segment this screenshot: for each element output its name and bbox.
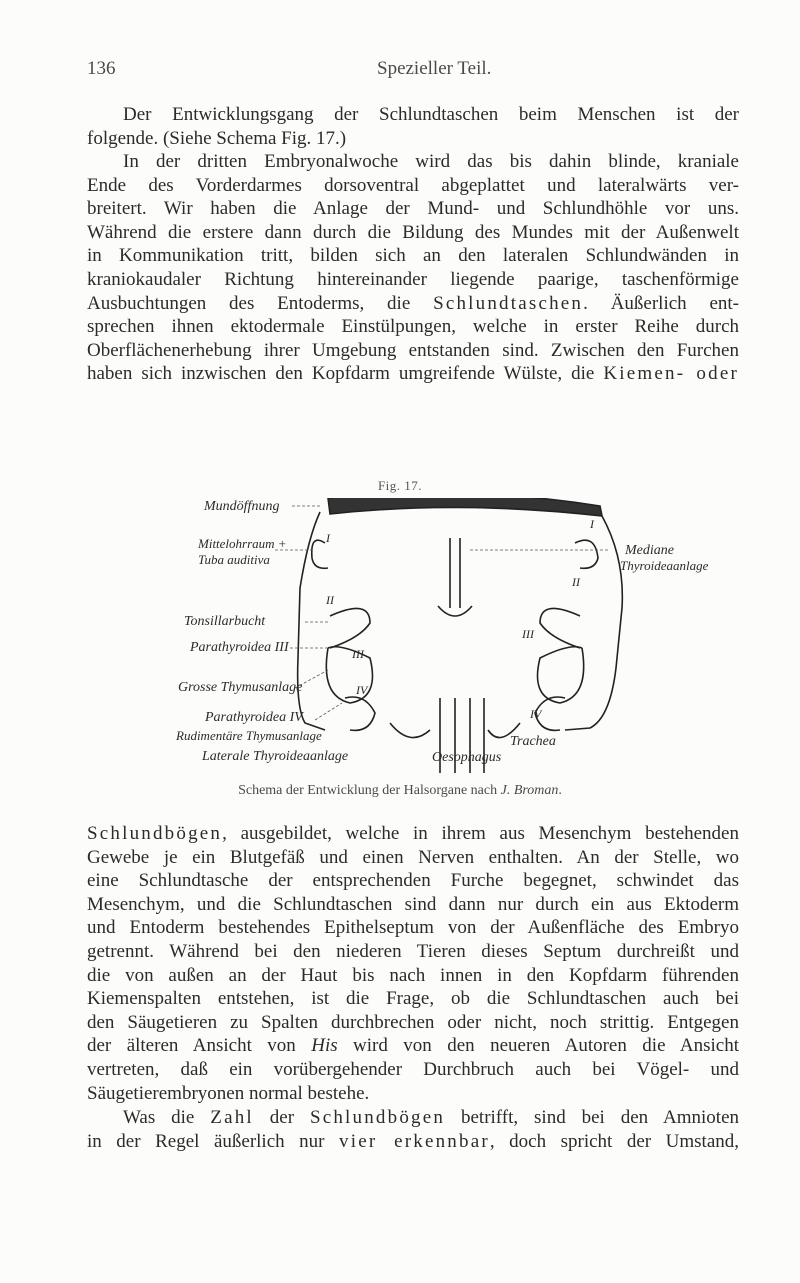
label-oesophagus: Oesophagus xyxy=(432,750,502,765)
paragraph-2 xyxy=(87,150,739,386)
emphasis-kiemen: Kiemen- oder xyxy=(603,363,739,385)
text-line: eine Schlundtasche der entsprechenden Furche begegnet, schwindet das xyxy=(87,870,739,892)
label-thyroideaanlage: Thyroideaanlage xyxy=(620,558,709,573)
emphasis-zahl: Zahl xyxy=(210,1107,254,1128)
text-line: in Kommunikation tritt, bilden sich an den lateralen Schlundwänden in xyxy=(87,245,739,267)
pouch-4-left xyxy=(345,697,375,730)
text-run: . Äußerlich ent- xyxy=(583,292,740,314)
text-line xyxy=(87,1130,739,1154)
thyroid-bulb xyxy=(438,606,472,616)
label-tonsillar: Tonsillarbucht xyxy=(184,614,266,629)
text-line: Ende des Vorderdarmes dorsoventral abgeplattet und lateralwärts ver- xyxy=(87,174,739,196)
text-line: sprechen ihnen ektodermale Einstülpungen, welche in erster Reihe durch xyxy=(87,316,739,338)
text-line: Gewebe je ein Blutgefäß und einen Nerven enthalten. An der Stelle, wo xyxy=(87,846,739,868)
text-line: den Säugetieren zu Spalten durchbrechen oder nicht, noch strittig. Entgegen xyxy=(87,1011,739,1033)
thyroid-stalk xyxy=(450,538,460,608)
text-line: die von außen an der Haut bis nach innen in den Kopfdarm führenden xyxy=(87,964,739,986)
text-run: haben sich inzwischen den Kopfdarm umgreifende Wülste, die xyxy=(87,363,604,385)
figure-number: Fig. 17. xyxy=(377,478,423,493)
label-parathyroidea-4: Parathyroidea IV xyxy=(205,710,303,725)
text-line: Kiemenspalten entstehen, ist die Frage, ob die Schlundtaschen auch bei xyxy=(87,988,739,1010)
text-line: Der Entwicklungsgang der Schlundtaschen beim Menschen ist der xyxy=(123,104,739,125)
label-mediane: Mediane xyxy=(625,543,674,558)
paragraph-1 xyxy=(87,103,739,150)
text-line: Während die erstere dann durch die Bildung des Mundes mit der Außenwelt xyxy=(87,221,739,243)
text-line: Oberflächenerhebung ihrer Umgebung entstanden sind. Zwischen den Furchen xyxy=(87,339,739,361)
text-line: breitert. Wir haben die Anlage der Mund- und Schlundhöhle vor uns. xyxy=(87,198,739,220)
running-head: Spezieller Teil. xyxy=(377,58,492,79)
text-line xyxy=(87,822,739,846)
text-run: , ausgebildet, welche in ihrem aus Mesenchym bestehenden xyxy=(222,823,739,844)
roman-1-right: I xyxy=(590,517,594,531)
label-rudimentaer: Rudimentäre Thymusanlage xyxy=(176,728,322,743)
mouth-opening-shape xyxy=(328,498,602,516)
emphasis-vier-erkennbar: vier erkennbar xyxy=(339,1130,490,1152)
roman-3: III xyxy=(352,647,364,661)
roman-3-right: III xyxy=(522,627,534,641)
label-tuba: Tuba auditiva xyxy=(198,552,270,567)
lateral-thyroid-left xyxy=(390,723,430,738)
label-thymus: Grosse Thymusanlage xyxy=(178,680,303,695)
pouch-2-right xyxy=(540,608,580,648)
text-line: getrennt. Während bei den niederen Tieren dieses Septum durchreißt und xyxy=(87,940,739,962)
pouch-1-right xyxy=(575,540,598,568)
foregut-left-wall xyxy=(298,512,325,730)
author-his: His xyxy=(311,1035,338,1057)
text-line: folgende. (Siehe Schema Fig. 17.) xyxy=(87,127,347,149)
text-run: betrifft, sind bei den Amnioten xyxy=(445,1107,740,1128)
paragraph-3 xyxy=(87,822,739,1105)
pouch-3-right xyxy=(538,647,584,703)
figure-diagram xyxy=(170,498,750,778)
label-trachea: Trachea xyxy=(510,734,556,749)
foregut-right-wall xyxy=(565,516,622,730)
pharynx-schema xyxy=(170,498,750,778)
roman-1: I xyxy=(326,531,330,545)
caption-end: . xyxy=(558,783,562,798)
figure-caption xyxy=(0,783,800,799)
text-run: der xyxy=(253,1107,310,1128)
roman-2: II xyxy=(326,593,334,607)
text-line xyxy=(87,362,739,386)
text-run: , doch spricht der Umstand, xyxy=(489,1130,739,1152)
roman-4: IV xyxy=(356,683,368,697)
paragraph-4 xyxy=(87,1106,739,1153)
page-number: 136 xyxy=(87,58,116,79)
text-run: Was die xyxy=(123,1107,211,1128)
page-header xyxy=(0,58,800,82)
leader-line xyxy=(315,703,342,720)
label-mittelohr: Mittelohrraum + xyxy=(198,536,287,551)
text-line xyxy=(87,292,739,316)
text-run: der älteren Ansicht von xyxy=(87,1035,312,1057)
pouch-2-left xyxy=(330,608,370,648)
text-line xyxy=(87,1034,739,1058)
text-line: Mesenchym, und die Schlundtaschen sind dann nur durch ein aus Ektoderm xyxy=(87,893,739,915)
emphasis-schlundtaschen: Schlundtaschen xyxy=(433,292,584,314)
text-line: und Entoderm bestehendes Epithelseptum von der Außenfläche des Embryo xyxy=(87,917,739,939)
caption-text: Schema der Entwicklung der Halsorgane nach xyxy=(238,783,501,798)
text-run: Ausbuchtungen des Entoderms, die xyxy=(87,292,434,314)
text-line: kraniokaudaler Richtung hintereinander liegende paarige, taschenförmige xyxy=(87,268,739,290)
emphasis-schlundboegen-2: Schlundbögen xyxy=(309,1107,446,1128)
text-line: vertreten, daß ein vorübergehender Durchbruch auch bei Vögel- und xyxy=(87,1058,739,1080)
roman-4-right: IV xyxy=(530,707,542,721)
text-line: Säugetierembryonen normal bestehe. xyxy=(87,1082,370,1104)
emphasis-schlundboegen: Schlundbögen xyxy=(87,823,223,844)
text-run: wird von den neueren Autoren die Ansicht xyxy=(337,1035,739,1057)
label-mundoeffnung: Mundöffnung xyxy=(204,499,280,514)
label-parathyroidea-3: Parathyroidea III xyxy=(190,640,289,655)
text-line xyxy=(87,1106,739,1130)
caption-author: J. Broman xyxy=(500,783,559,798)
text-line: In der dritten Embryonalwoche wird das bis dahin blinde, kraniale xyxy=(123,151,739,172)
text-run: in der Regel äußerlich nur xyxy=(87,1130,340,1152)
roman-2-right: II xyxy=(572,575,580,589)
label-lateral: Laterale Thyroideaanlage xyxy=(202,749,349,764)
